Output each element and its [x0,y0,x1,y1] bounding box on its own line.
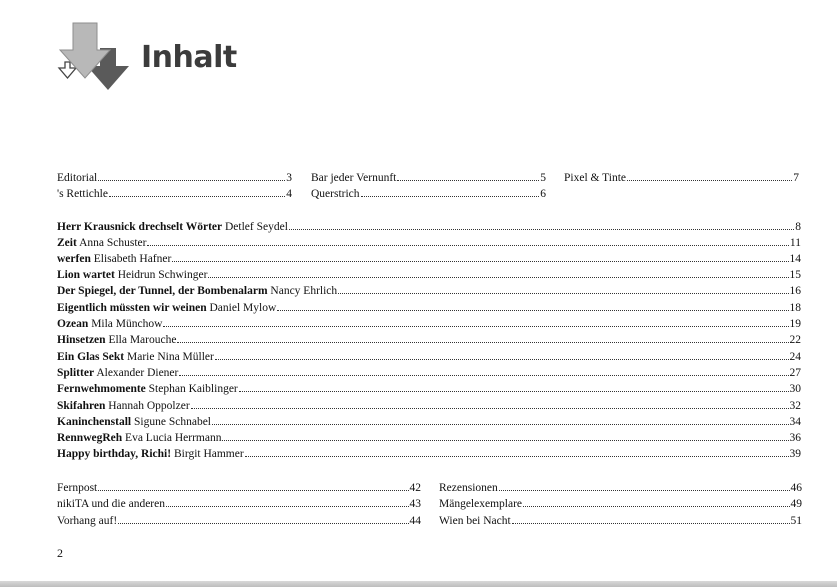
toc-line[interactable] [439,481,802,496]
dot-leader [239,382,789,392]
entry-page: 39 [789,448,801,460]
entry-page: 16 [789,285,801,297]
dot-leader [627,171,792,181]
entry-page: 30 [789,383,801,395]
entry-page: 19 [789,318,801,330]
toc-page: 42 [409,482,421,494]
dot-leader [118,514,408,524]
entry-author: Stephan Kaiblinger [148,383,238,395]
entry-page: 36 [789,432,801,444]
dot-leader [212,415,789,425]
toc-entry[interactable] [57,431,801,446]
entry-author: Nancy Ehrlich [270,285,338,297]
toc-page: 51 [790,515,802,527]
dot-leader [177,333,788,343]
entry-author: Anna Schuster [79,237,147,249]
dot-leader [208,268,788,278]
entry-page: 15 [789,269,801,281]
toc-title: Pixel & Tinte [564,172,626,184]
entry-title: Ein Glas Sekt [57,351,125,363]
dot-leader [523,497,789,507]
entry-title: Happy birthday, Richi! [57,448,172,460]
toc-title: Rezensionen [439,482,498,494]
entry-author: Elisabeth Hafner [93,253,172,265]
entry-title: Eigentlich müssten wir weinen [57,302,207,314]
toc-line[interactable] [57,481,421,496]
entry-title: Zeit [57,237,77,249]
dot-leader [109,187,285,197]
dot-leader [361,187,540,197]
toc-title: Editorial [57,172,98,184]
dot-leader [191,399,789,409]
entry-title: Ozean [57,318,89,330]
toc-line[interactable] [57,497,421,512]
entry-author: Sigune Schnabel [134,416,211,428]
dot-leader [215,350,789,360]
toc-page: 7 [793,172,799,184]
dot-leader [147,236,788,246]
entry-title: Splitter [57,367,95,379]
entry-page: 11 [789,237,801,249]
entry-page: 8 [795,221,801,233]
toc-entry[interactable] [57,268,801,283]
toc-title: Bar jeder Vernunft [311,172,397,184]
toc-line[interactable] [564,171,799,186]
dot-leader [222,431,788,441]
page-number: 2 [57,546,63,560]
entry-author: Birgit Hammer [173,448,244,460]
toc-entry[interactable] [57,333,801,348]
toc-line[interactable] [57,514,421,529]
entry-page: 27 [789,367,801,379]
entry-author: Marie Nina Müller [126,351,214,363]
double-arrow-down-icon [52,20,132,96]
entry-page: 24 [789,351,801,363]
toc-line[interactable] [57,187,292,202]
toc-title: Mängelexemplare [439,498,523,510]
entry-title: Lion wartet [57,269,115,281]
toc-title: Wien bei Nacht [439,515,511,527]
dot-leader [245,447,789,457]
entry-title: Fernwehmomente [57,383,146,395]
dot-leader [98,171,285,181]
toc-page: 44 [409,515,421,527]
entry-title: Der Spiegel, der Tunnel, der Bombenalarm [57,285,268,297]
toc-line[interactable] [57,171,292,186]
toc-entry[interactable] [57,284,801,299]
toc-line[interactable] [439,497,802,512]
toc-line[interactable] [311,171,546,186]
entry-author: Eva Lucia Herrmann [125,432,222,444]
toc-entry[interactable] [57,301,801,316]
entry-author: Heidrun Schwinger [117,269,208,281]
entry-title: werfen [57,253,91,265]
toc-page: 3 [286,172,292,184]
toc-page: 49 [790,498,802,510]
page-edge [0,581,837,587]
entry-title: Skifahren [57,400,106,412]
toc-entry[interactable] [57,236,801,251]
toc-entry[interactable] [57,399,801,414]
dot-leader [172,252,788,262]
entry-author: Ella Marouche [108,334,177,346]
toc-page: 4 [286,188,292,200]
toc-title: Fernpost [57,482,98,494]
entry-title: Hinsetzen [57,334,106,346]
toc-page: 5 [540,172,546,184]
toc-title: Vorhang auf! [57,515,118,527]
dot-leader [277,301,788,311]
dot-leader [289,220,794,230]
dot-leader [163,317,788,327]
toc-page: 6 [540,188,546,200]
entry-page: 18 [789,302,801,314]
toc-entry[interactable] [57,415,801,430]
toc-entry[interactable] [57,252,801,267]
entry-page: 22 [789,334,801,346]
toc-entry[interactable] [57,317,801,332]
toc-page: 46 [790,482,802,494]
toc-entry[interactable] [57,447,801,462]
toc-line[interactable] [439,514,802,529]
dot-leader [179,366,788,376]
entry-title: Kaninchenstall [57,416,132,428]
toc-line[interactable] [311,187,546,202]
dot-leader [98,481,408,491]
page-title: Inhalt [141,40,237,75]
toc-title: 's Rettichle [57,188,108,200]
entry-author: Mila Münchow [91,318,163,330]
toc-entry[interactable] [57,366,801,381]
dot-leader [166,497,409,507]
dot-leader [397,171,539,181]
entry-author: Alexander Diener [96,367,179,379]
toc-title: nikiTA und die anderen [57,498,165,510]
toc-entry[interactable] [57,220,801,235]
entry-page: 34 [789,416,801,428]
toc-entry[interactable] [57,382,801,397]
entry-page: 14 [789,253,801,265]
entry-page: 32 [789,400,801,412]
toc-page: 43 [409,498,421,510]
entry-author: Detlef Seydel [225,221,288,233]
entry-title: Herr Krausnick drechselt Wörter [57,221,223,233]
dot-leader [512,514,790,524]
toc-title: Querstrich [311,188,360,200]
dot-leader [338,284,788,294]
dot-leader [499,481,790,491]
entry-author: Hannah Oppolzer [108,400,190,412]
toc-entry[interactable] [57,350,801,365]
entry-title: RennwegReh [57,432,123,444]
entry-author: Daniel Mylow [209,302,277,314]
